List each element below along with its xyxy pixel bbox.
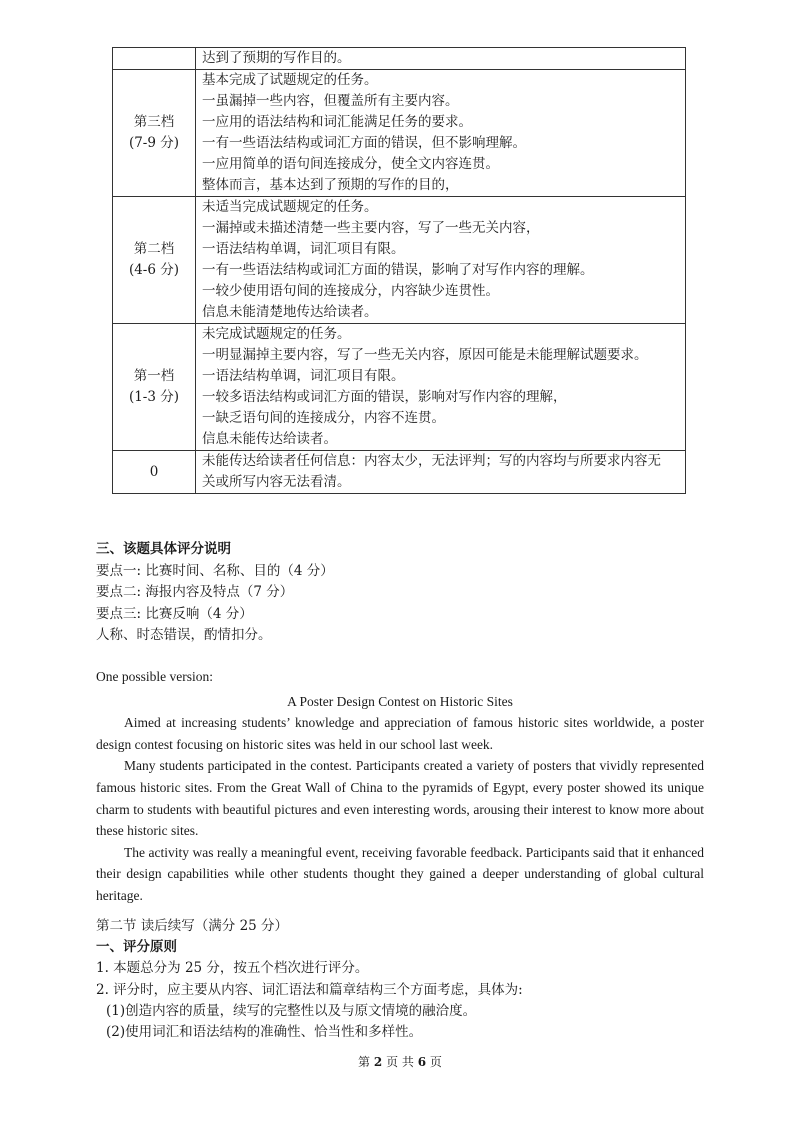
rubric-line: 一明显漏掉主要内容，写了一些无关内容，原因可能是未能理解试题要求。 <box>202 347 648 363</box>
footer-suffix: 页 <box>429 1055 442 1069</box>
scoring-rubric-table <box>112 47 686 494</box>
principle-subitem: (1)创造内容的质量，续写的完整性以及与原文情境的融洽度。 <box>106 1002 477 1019</box>
rubric-line: 一应用的语法结构和词汇能满足任务的要求。 <box>202 114 472 130</box>
footer-prefix: 第 <box>358 1055 371 1069</box>
essay-paragraph: The activity was really a meaningful event, receiving favorable feedback. Participants said that it enhanced their design capabilities while other students thought they gained a deeper understanding of global cultural heritage. <box>96 844 704 903</box>
rubric-line: 信息未能传达给读者。 <box>202 431 337 447</box>
rubric-line: 一语法结构单调，词汇项目有限。 <box>202 241 405 257</box>
scoring-point: 要点一: 比赛时间、名称、目的（4 分） <box>96 562 334 579</box>
rubric-line: 关或所写内容无法看清。 <box>202 474 351 490</box>
section-title: 第二节 读后续写（满分 25 分） <box>96 918 289 934</box>
rubric-line: 一应用简单的语句间连接成分，使全文内容连贯。 <box>202 156 499 172</box>
page-footer <box>0 1053 800 1070</box>
principle-item: 2. 评分时，应主要从内容、词汇语法和篇章结构三个方面考虑，具体为: <box>96 981 523 998</box>
footer-middle: 页 共 <box>386 1055 414 1069</box>
rubric-line: 未适当完成试题规定的任务。 <box>202 199 378 215</box>
rubric-level-cell-empty <box>113 48 196 70</box>
rubric-line: 整体而言，基本达到了预期的写作的目的， <box>202 177 459 193</box>
level-name: 0 <box>149 463 159 480</box>
level-name: 第一档 <box>133 368 175 384</box>
rubric-desc-cell <box>196 324 686 451</box>
essay-title: A Poster Design Contest on Historic Sites <box>287 693 513 709</box>
rubric-row-continuation <box>113 48 686 70</box>
rubric-desc-cell <box>196 197 686 324</box>
level-name: 第二档 <box>133 241 175 257</box>
rubric-level-cell <box>113 70 196 197</box>
principle-item: 1. 本题总分为 25 分，按五个档次进行评分。 <box>96 960 369 977</box>
rubric-desc-cell <box>196 48 686 70</box>
rubric-line: 一缺乏语句间的连接成分，内容不连贯。 <box>202 410 445 426</box>
rubric-level-cell <box>113 197 196 324</box>
sample-essay <box>96 666 704 907</box>
rubric-desc-cell <box>196 451 686 494</box>
level-score: (7-9 分) <box>128 135 180 151</box>
level-score: (1-3 分) <box>128 389 180 405</box>
rubric-line: 一较多语法结构或词汇方面的错误，影响对写作内容的理解， <box>202 389 567 405</box>
rubric-row-level-3 <box>113 70 686 197</box>
rubric-line: 基本完成了试题规定的任务。 <box>202 72 378 88</box>
scoring-point: 要点二: 海报内容及特点（7 分） <box>96 584 294 600</box>
essay-paragraph: Many students participated in the contest. Participants created a variety of posters that vividly represented famous historic sites. From the Great Wall of China to the pyramids of Egypt, every poster showed its unique charm to students with beautiful pictures and even interesting words, arousing their interest to know more about these historic sites. <box>96 758 704 839</box>
principle-subitem: (2)使用词汇和语法结构的准确性、恰当性和多样性。 <box>106 1024 423 1041</box>
rubric-level-cell <box>113 451 196 494</box>
scoring-point: 人称、时态错误，酌情扣分。 <box>96 627 272 643</box>
continuation-writing-section <box>96 916 523 1043</box>
rubric-row-level-2 <box>113 197 686 324</box>
footer-page-number: 2 <box>373 1055 383 1069</box>
rubric-line: 一有一些语法结构或词汇方面的错误，但不影响理解。 <box>202 135 526 151</box>
rubric-row-level-1 <box>113 324 686 451</box>
rubric-line: 信息未能清楚地传达给读者。 <box>202 304 378 320</box>
footer-total-pages: 6 <box>417 1055 427 1069</box>
essay-label: One possible version: <box>96 669 213 684</box>
rubric-line: 一漏掉或未描述清楚一些主要内容，写了一些无关内容， <box>202 220 540 236</box>
rubric-row-level-0 <box>113 451 686 494</box>
rubric-line: 一较少使用语句间的连接成分，内容缺少连贯性。 <box>202 283 499 299</box>
rubric-desc-cell <box>196 70 686 197</box>
section-heading: 一、评分原则 <box>96 939 177 956</box>
rubric-line: 未完成试题规定的任务。 <box>202 326 351 342</box>
section-heading: 三、该题具体评分说明 <box>96 541 231 557</box>
rubric-line: 一虽漏掉一些内容，但覆盖所有主要内容。 <box>202 93 459 109</box>
rubric-line: 未能传达给读者任何信息：内容太少，无法评判；写的内容均与所要求内容无 <box>202 453 661 469</box>
scoring-point: 要点三: 比赛反响（4 分） <box>96 605 253 622</box>
rubric-line: 一语法结构单调，词汇项目有限。 <box>202 368 405 384</box>
essay-paragraph: Aimed at increasing students’ knowledge and appreciation of famous historic sites worldwide, a poster design contest focusing on historic sites was held in our school last week. <box>96 715 704 752</box>
specific-scoring-section <box>96 539 334 647</box>
level-name: 第三档 <box>133 114 175 130</box>
rubric-level-cell <box>113 324 196 451</box>
level-score: (4-6 分) <box>128 262 180 278</box>
rubric-line: 达到了预期的写作目的。 <box>202 50 351 66</box>
rubric-line: 一有一些语法结构或词汇方面的错误，影响了对写作内容的理解。 <box>202 262 594 278</box>
